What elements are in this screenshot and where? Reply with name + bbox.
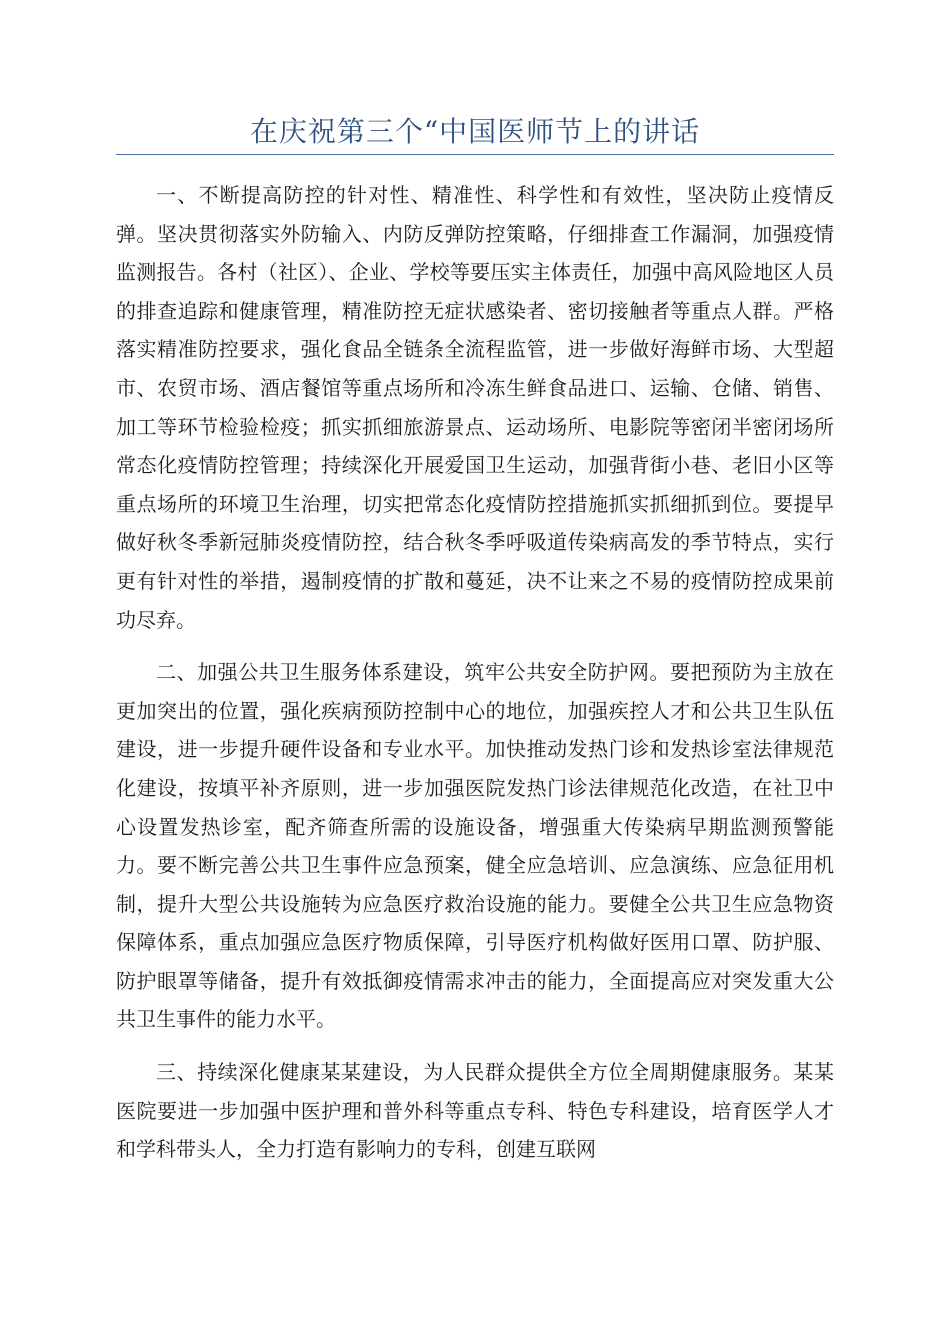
title-underline (116, 154, 834, 155)
document-body (116, 176, 834, 1183)
paragraph-1: 一、不断提高防控的针对性、精准性、科学性和有效性，坚决防止疫情反弹。坚决贯彻落实外防输入、内防反弹防控策略，仔细排查工作漏洞，加强疫情监测报告。各村（社区）、企业、学校等要压实主体责任，加强中高风险地区人员的排查追踪和健康管理，精准防控无症状感染者、密切接触者等重点人群。严格落实精准防控要求，强化食品全链条全流程监管，进一步做好海鲜市场、大型超市、农贸市场、酒店餐馆等重点场所和冷冻生鲜食品进口、运输、仓储、销售、加工等环节检验检疫；抓实抓细旅游景点、运动场所、电影院等密闭半密闭场所常态化疫情防控管理；持续深化开展爱国卫生运动，加强背街小巷、老旧小区等重点场所的环境卫生治理，切实把常态化疫情防控措施抓实抓细抓到位。要提早做好秋冬季新冠肺炎疫情防控，结合秋冬季呼吸道传染病高发的季节特点，实行更有针对性的举措，遏制疫情的扩散和蔓延，决不让来之不易的疫情防控成果前功尽弃。 (116, 183, 834, 632)
document-title: 在庆祝第三个“中国医师节上的讲话 (249, 115, 701, 148)
paragraph-2: 二、加强公共卫生服务体系建设，筑牢公共安全防护网。要把预防为主放在更加突出的位置，强化疾病预防控制中心的地位，加强疾控人才和公共卫生队伍建设，进一步提升硬件设备和专业水平。加快推动发热门诊和发热诊室法律规范化建设，按填平补齐原则，进一步加强医院发热门诊法律规范化改造，在社卫中心设置发热诊室，配齐筛查所需的设施设备，增强重大传染病早期监测预警能力。要不断完善公共卫生事件应急预案，健全应急培训、应急演练、应急征用机制，提升大型公共设施转为应急医疗救治设施的能力。要健全公共卫生应急物资保障体系，重点加强应急医疗物质保障，引导医疗机构做好医用口罩、防护服、防护眼罩等储备，提升有效抵御疫情需求冲击的能力，全面提高应对突发重大公共卫生事件的能力水平。 (116, 660, 834, 1032)
paragraph-3: 三、持续深化健康某某建设，为人民群众提供全方位全周期健康服务。某某医院要进一步加强中医护理和普外科等重点专科、特色专科建设，培育医学人才和学科带头人，全力打造有影响力的专科，创建互联网 (116, 1060, 834, 1162)
